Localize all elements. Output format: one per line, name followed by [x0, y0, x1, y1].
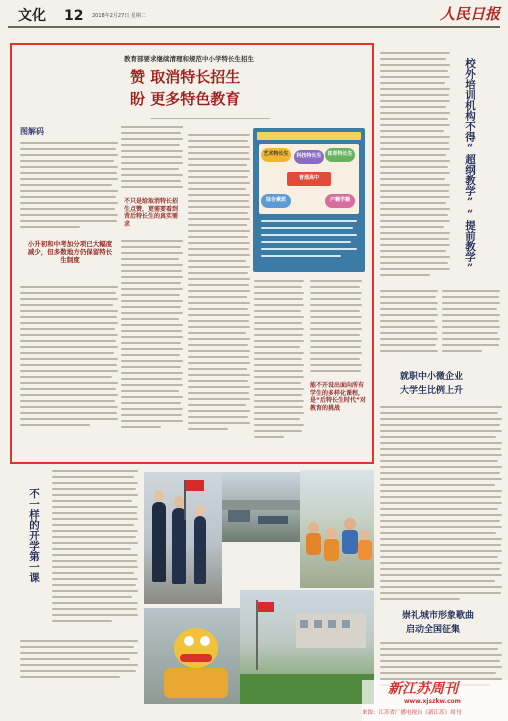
issue-date: 2018年2月27日 星期二 [92, 13, 146, 19]
infographic-center-label: 普通高中 [287, 172, 331, 186]
infographic-node-5: 科技特长生 [294, 150, 324, 164]
right-headline-3-line-2: 启动全国征集 [406, 625, 461, 635]
watermark-brand: 新江苏周刊 [388, 681, 458, 697]
photo-children-outdoors [300, 470, 374, 588]
lead-subhead-2: 能不开设出面向所有学生的多样化课程，是“后特长生时代”对教育的挑战 [310, 380, 366, 414]
lead-subhead-1: 不只是给取消特长招生点赞，更需要看到背后特长生的真实需求 [124, 198, 179, 228]
masthead-logo: 人民日报 [440, 5, 501, 23]
section-name: 文化 [18, 8, 46, 24]
headline-line-2: 盼 更多特色教育 [130, 90, 241, 108]
article-kicker: 教育部要求继续清理和规范中小学特长生招生 [124, 55, 254, 63]
infographic-node-4: 户籍学籍 [325, 194, 355, 208]
photo-flag-raising [240, 590, 374, 704]
right-top-text [380, 52, 450, 282]
right-column [380, 52, 502, 702]
right-lower-text [380, 406, 502, 606]
infographic-node-2: 体育特长生 [325, 148, 355, 162]
right-headline-2-line-2: 大学生比例上升 [400, 386, 464, 396]
bottom-left-vertical-headline: 不一样的开学第一课 [28, 488, 41, 583]
infographic-node-3: 综合素质 [261, 194, 291, 208]
watermark-url: www.xjszkw.com [404, 698, 461, 705]
photo-police-ceremony [144, 472, 222, 604]
right-headline-2-line-1: 就职中小微企业 [400, 372, 464, 382]
highlight-frame [10, 43, 374, 464]
page-number: 12 [64, 8, 84, 24]
right-headline-3-line-1: 崇礼城市形象歌曲 [402, 611, 475, 621]
bottom-left-text [52, 470, 138, 630]
headline-line-1: 赞 取消特长招生 [130, 68, 241, 86]
photo-lion-dance [144, 608, 240, 704]
watermark-source: 来源：江苏省广播电视台《新江苏》周刊 [362, 710, 462, 716]
right-vertical-headline: 校外培训机构不得“超纲教学”“提前教学” [464, 58, 477, 274]
infographic-node-1: 艺术特长生 [261, 148, 291, 162]
right-mid-text [380, 290, 502, 360]
column-subhead: 小升初和中考加分项已大幅度减少，但多数地方仍保留特长生制度 [27, 240, 113, 265]
page-header [8, 6, 500, 28]
column-label: 图解码 [20, 127, 44, 136]
photo-riverbank [222, 472, 300, 542]
bottom-left-caption [20, 640, 138, 700]
watermark [362, 680, 508, 721]
